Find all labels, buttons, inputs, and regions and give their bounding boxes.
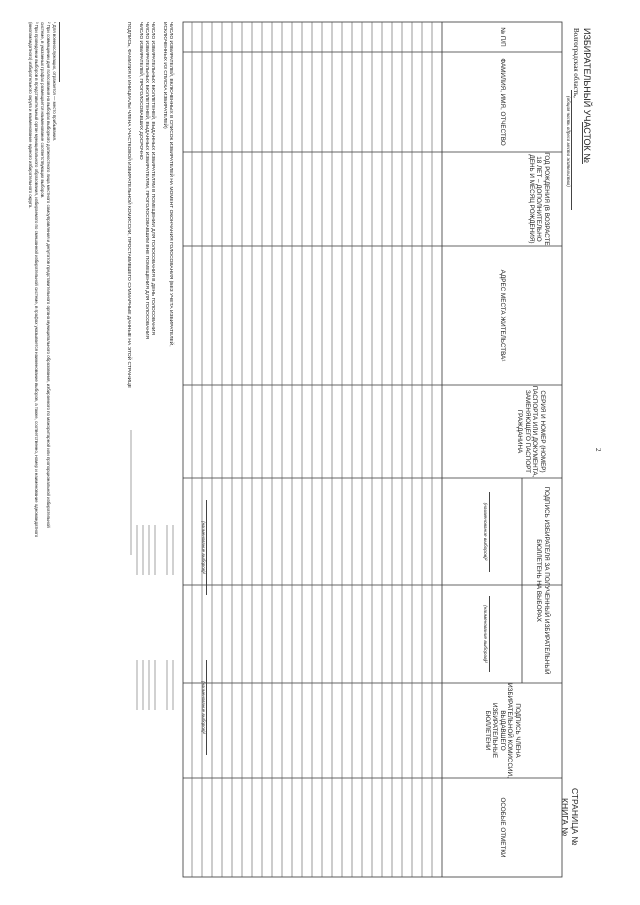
- footnote-3: системе, в указанных графах размещается наименование соответствующих выборов.: [40, 22, 45, 199]
- district-title: ИЗБИРАТЕЛЬНЫЙ УЧАСТОК №: [582, 28, 592, 163]
- col-passport-header: СЕРИЯ И НОМЕР (НОМЕР) ПАСПОРТА ИЛИ ДОКУМЕНТА, ЗАМЕНЯЮЩЕГО ПАСПОРТ ГРАЖДАНИНА: [516, 385, 546, 478]
- subcol-election-1: (наименование выборов)²: [481, 502, 487, 561]
- summary-line-2: ИСКЛЮЧЕННЫХ ИЗ СПИСКА ИЗБИРАТЕЛЕЙ): [162, 22, 167, 129]
- summary-line-1: ЧИСЛО ИЗБИРАТЕЛЕЙ, ВКЛЮЧЕННЫХ В СПИСОК ИЗБИРАТЕЛЕЙ НА МОМЕНТ ОКОНЧАНИЯ ГОЛОСОВАНИЯ (БЕЗ УЧЕТА ИЗБИРАТЕЛЕЙ,: [168, 22, 173, 347]
- page-field: СТРАНИЦА №: [570, 788, 580, 846]
- election-blank-2: (наименование выборов)²: [201, 681, 206, 734]
- footnote-4: ³ При проведении выборов в представительный орган муниципального образования, избираемого по смешанной избирательной системе, в графах указывается наименование выборов, а также, соответственно, номер и наименование одномандатного: [34, 22, 39, 538]
- page-number: 2: [594, 448, 602, 452]
- col-name-header: ФАМИЛИЯ, ИМЯ, ОТЧЕСТВО: [498, 58, 506, 146]
- col-commission-header: ПОДПИСЬ ЧЛЕНА ИЗБИРАТЕЛЬНОЙ КОМИССИИ, ВЫДАВШЕГО ИЗБИРАТЕЛЬНЫЕ БЮЛЛЕТЕНИ: [483, 683, 521, 778]
- election-blank-1: (наименование выборов)²: [201, 521, 206, 574]
- col-notes-header: ОСОБЫЕ ОТМЕТКИ: [498, 797, 506, 858]
- summary-line-3: ЧИСЛО ИЗБИРАТЕЛЬНЫХ БЮЛЛЕТЕНЕЙ, ВЫДАННЫХ ИЗБИРАТЕЛЯМ В ПОМЕЩЕНИИ ДЛЯ ГОЛОСОВАНИЯ В ДЕНЬ ГОЛОСОВАНИЯ: [150, 22, 155, 335]
- footnote-2: ² При совмещении дня голосования на выборах выборного должностного лица местного самоуправления и депутатов представительного органа муниципального образования, избираемого по мажоритарной или пропорциональной избирательной: [46, 22, 51, 528]
- book-field: КНИГА №: [560, 798, 570, 837]
- col-address-header: АДРЕС МЕСТА ЖИТЕЛЬСТВА¹: [498, 269, 506, 362]
- subcol-election-2: (наименование выборов)²: [481, 605, 487, 663]
- summary-line-5: ЧИСЛО ИЗБИРАТЕЛЕЙ, ПРОГОЛОСОВАВШИХ ДОСРОЧНО: [138, 22, 143, 160]
- col-signature-header: ПОДПИСЬ ИЗБИРАТЕЛЯ ЗА ПОЛУЧЕННЫЙ ИЗБИРАТЕЛЬНЫЙ БЮЛЛЕТЕНЬ НА ВЫБОРАХ: [535, 486, 550, 675]
- footnote-1: ¹ Для военнослужащих, отражается — место прибывания.: [52, 22, 57, 142]
- summary-line-4: ЧИСЛО ИЗБИРАТЕЛЬНЫХ БЮЛЛЕТЕНЕЙ, ВЫДАННЫХ ИЗБИРАТЕЛЯМ, ПРОГОЛОСОВАВШИМ ВНЕ ПОМЕЩЕНИЯ ДЛЯ ГОЛОСОВАНИЯ: [144, 22, 149, 339]
- col-birth-header: ГОД РОЖДЕНИЯ (В ВОЗРАСТЕ 18 ЛЕТ – ДОПОЛНИТЕЛЬНО ДЕНЬ И МЕСЯЦ РОЖДЕНИЯ): [527, 152, 550, 246]
- col-number-header: № П/П: [498, 27, 506, 47]
- summary-line-7: ПОДПИСЬ, ФАМИЛИЯ И ИНИЦИАЛЫ ЧЛЕНА УЧАСТКОВОЙ ИЗБИРАТЕЛЬНОЙ КОМИССИИ, ПРОСТАВИВШЕГО СУММАРНЫЕ ДАННЫЕ НА ЭТОЙ СТРАНИЦЕ: [126, 22, 131, 389]
- region-label: Волгоградская область,: [572, 28, 580, 98]
- footnote-5: (многомандатного) избирательного округа и наименование единого избирательного округа.: [28, 22, 33, 209]
- address-caption: (общая часть адреса места жительства): [565, 96, 570, 187]
